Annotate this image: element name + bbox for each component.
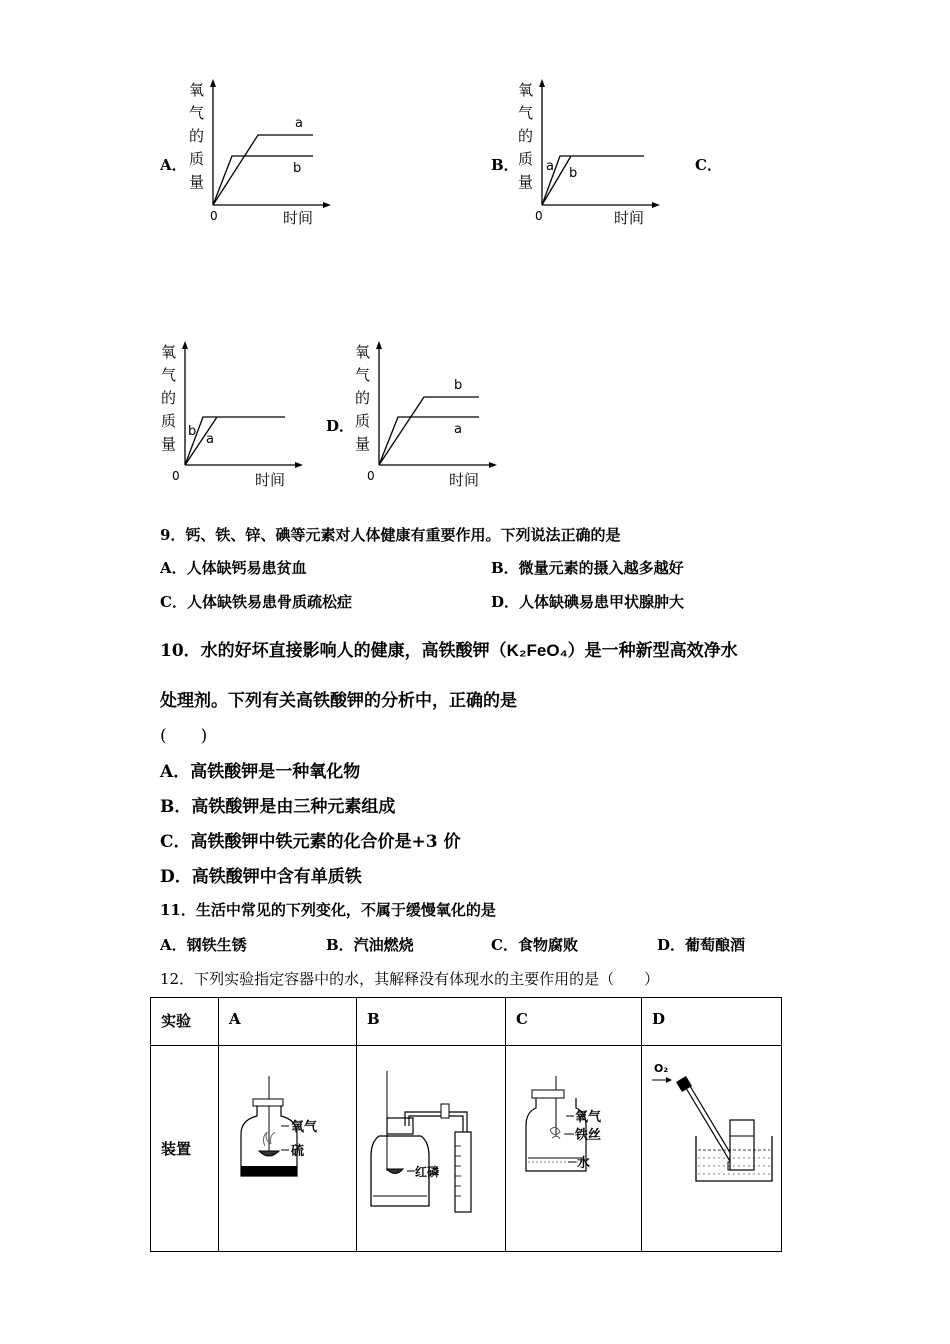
y-axis-char: 氧 [161,343,177,361]
label-oxygen: 氧气 [575,1110,602,1125]
measuring-cylinder [455,1132,471,1212]
header-d: D [642,998,782,1046]
y-axis-char: 量 [189,173,205,191]
curve-a [379,417,479,465]
curve-a [542,156,644,205]
origin-label: 0 [172,469,180,483]
q9-option-c[interactable]: C．人体缺铁易患骨质疏松症 [160,593,352,611]
x-axis-arrow-icon [295,462,303,468]
origin-label: 0 [535,209,543,223]
q12-stem: 12．下列实验指定容器中的水，其解释没有体现水的主要作用的是（ ） [160,970,660,988]
q9-option-b[interactable]: B．微量元素的摄入越多越好 [491,559,684,577]
y-axis-char: 量 [161,435,177,453]
y-axis-char: 气 [189,104,205,122]
y-axis-char: 质 [518,150,534,168]
y-axis-char: 气 [355,366,371,384]
x-axis-arrow-icon [652,202,660,208]
x-axis-arrow-icon [323,202,331,208]
q12-table [150,997,782,1252]
apparatus-d [642,1046,782,1252]
option-b-label: B． [491,156,519,174]
water-layer [241,1166,297,1176]
q10-answer-blank: ( ) [160,726,208,746]
y-axis-char: 气 [161,366,177,384]
q10-stem-line2: 处理剂。下列有关高铁酸钾的分析中，正确的是 [160,691,517,711]
label-red-phosphorus: 红磷 [415,1165,440,1179]
row-label-apparatus: 装置 [151,1046,219,1252]
q10-formula: K₂FeO₄ [506,641,568,660]
y-axis-arrow-icon [210,79,216,87]
graph-a [185,75,335,239]
header-c: C [506,998,642,1046]
y-axis-char: 的 [161,389,177,407]
curve-label: a [206,432,214,447]
y-axis-arrow-icon [376,341,382,349]
table-header-row [151,998,782,1046]
graph-b [514,75,664,239]
q9-option-a[interactable]: A．人体缺钙易患贫血 [160,559,307,577]
y-axis-char: 质 [189,150,205,168]
header-a: A [219,998,357,1046]
curve-label: a [454,422,462,437]
q11-option-a[interactable]: A．钢铁生锈 [160,936,247,954]
curve-b [379,397,479,465]
graph-d [351,337,501,501]
q10-stem-line1 [160,636,738,661]
q11-option-d[interactable]: D．葡萄酿酒 [657,936,746,954]
q10-option-a[interactable]: A．高铁酸钾是一种氧化物 [160,762,361,782]
q10-option-c[interactable]: C．高铁酸钾中铁元素的化合价是+3 价 [160,832,461,852]
label-water: 水 [577,1156,591,1171]
y-axis-char: 质 [161,412,177,430]
q10-stem-part2: ）是一种新型高效净水 [567,641,738,661]
option-d-label: D． [326,417,355,435]
combustion-spoon [387,1169,403,1174]
curve-label: a [295,116,303,131]
q11-option-b[interactable]: B．汽油燃烧 [326,936,414,954]
q11-option-c[interactable]: C．食物腐败 [491,936,578,954]
label-sulfur: 硫 [291,1144,305,1159]
curve-label: b [293,161,302,176]
q11-stem: 11．生活中常见的下列变化，不属于缓慢氧化的是 [160,901,496,919]
table-row [151,1046,782,1252]
y-axis-char: 量 [518,173,534,191]
label-o2: O₂ [654,1062,669,1075]
q9-stem: 9．钙、铁、锌、碘等元素对人体健康有重要作用。下列说法正确的是 [160,526,621,544]
bottle-lid [253,1099,283,1106]
curve-label: a [546,159,554,174]
q10-stem-part1: 10．水的好坏直接影响人的健康，高铁酸钾（ [160,641,507,661]
option-c-label: C． [695,156,722,174]
label-oxygen: 氧气 [291,1120,318,1135]
q10-option-d[interactable]: D．高铁酸钾中含有单质铁 [160,867,362,887]
curve-label: b [188,424,197,439]
curve-label: b [454,378,463,393]
combustion-spoon [259,1151,279,1156]
y-axis-char: 量 [355,435,371,453]
y-axis-char: 的 [189,127,205,145]
clamp-icon [441,1104,449,1118]
y-axis-char: 的 [355,389,371,407]
label-iron-wire: 铁丝 [575,1128,602,1143]
graph-c [157,337,307,501]
glass-tube [686,1088,734,1168]
bottle-lid [532,1090,564,1098]
arrow-right-icon [666,1077,672,1083]
x-axis-label: 时间 [614,209,645,227]
curve-label: b [569,166,578,181]
y-axis-arrow-icon [539,79,545,87]
x-axis-arrow-icon [489,462,497,468]
option-a-label: A． [160,156,187,174]
apparatus-b [357,1046,506,1252]
apparatus-c [506,1046,642,1252]
y-axis-char: 质 [355,412,371,430]
y-axis-char: 氧 [355,343,371,361]
header-experiment: 实验 [151,998,219,1046]
header-b: B [357,998,506,1046]
x-axis-label: 时间 [283,209,314,227]
x-axis-label: 时间 [449,471,480,489]
q9-option-d[interactable]: D．人体缺碘易患甲状腺肿大 [491,593,685,611]
sparks-icon [550,1127,560,1139]
rubber-tube [676,1076,692,1092]
origin-label: 0 [210,209,218,223]
y-axis-char: 氧 [518,81,534,99]
origin-label: 0 [367,469,375,483]
curve-b [185,417,285,465]
collecting-bottle [730,1120,754,1170]
y-axis-arrow-icon [182,341,188,349]
x-axis-label: 时间 [255,471,286,489]
q10-option-b[interactable]: B．高铁酸钾是由三种元素组成 [160,797,396,817]
y-axis-char: 的 [518,127,534,145]
y-axis-char: 气 [518,104,534,122]
apparatus-a [219,1046,357,1252]
y-axis-char: 氧 [189,81,205,99]
